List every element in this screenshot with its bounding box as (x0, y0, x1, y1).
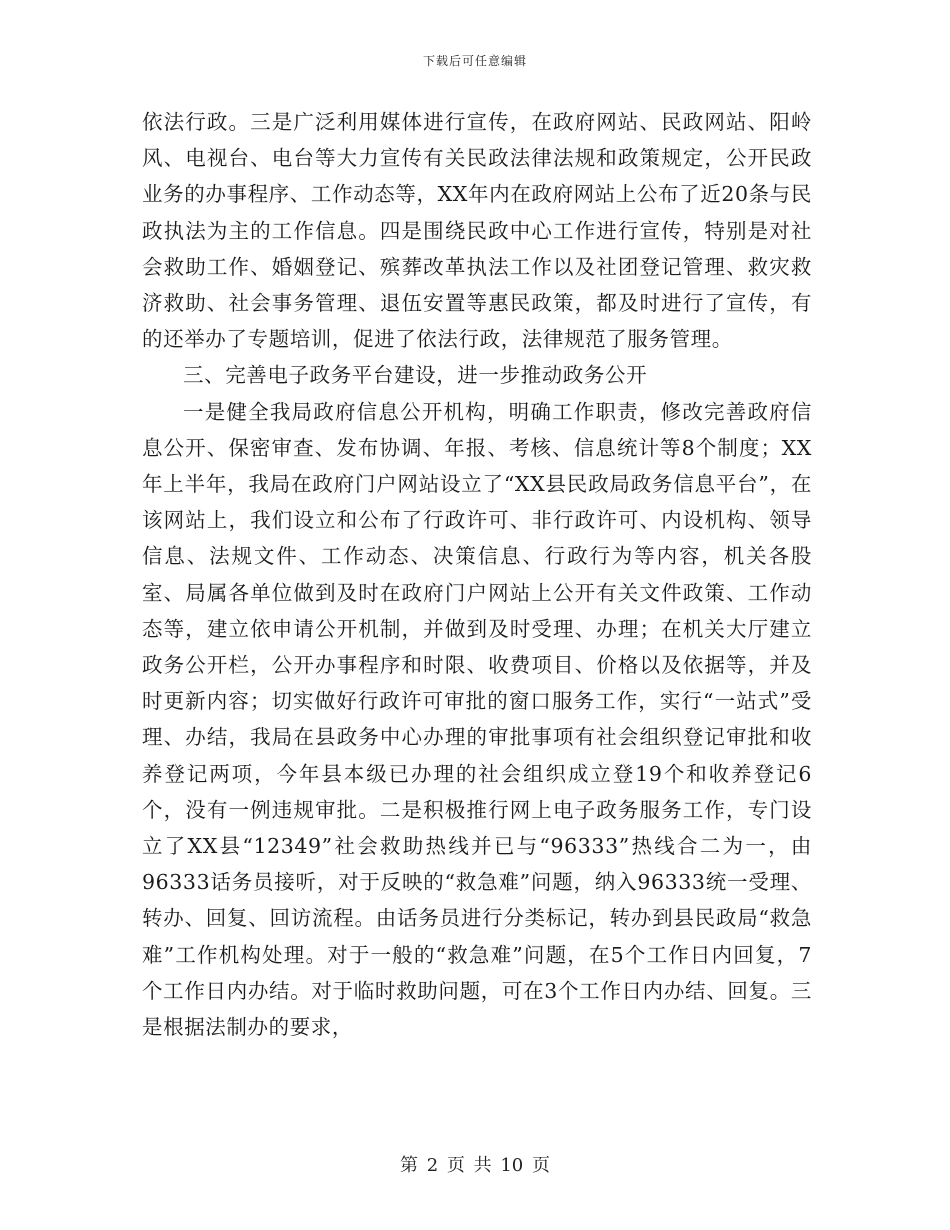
paragraph-1: 依法行政。三是广泛利用媒体进行宣传，在政府网站、民政网站、阳岭风、电视台、电台等大力宣传有关民政法律法规和政策规定，公开民政业务的办事程序、工作动态等，XX年内在政府网站上公布了近20条与民政执法为主的工作信息。四是围绕民政中心工作进行宣传，特别是对社会救助工作、婚姻登记、殡葬改革执法工作以及社团登记管理、救灾救济救助、社会事务管理、退伍安置等惠民政策，都及时进行了宣传，有的还举办了专题培训，促进了依法行政，法律规范了服务管理。 (142, 110, 812, 352)
document-body (142, 104, 812, 1045)
page-number-footer: 第 2 页 共 10 页 (400, 1155, 550, 1176)
section-heading: 三、完善电子政务平台建设，进一步推动政务公开 (183, 363, 648, 388)
paragraph-3: 一是健全我局政府信息公开机构，明确工作职责，修改完善政府信息公开、保密审查、发布协调、年报、考核、信息统计等8个制度；XX年上半年，我局在政府门户网站设立了“XX县民政局政务信息平台”，在该网站上，我们设立和公布了行政许可、非行政许可、内设机构、领导信息、法规文件、工作动态、决策信息、行政行为等内容，机关各股室、局属各单位做到及时在政府门户网站上公开有关文件政策、工作动态等，建立依申请公开机制，并做到及时受理、办理；在机关大厅建立政务公开栏，公开办事程序和时限、收费项目、价格以及依据等，并及时更新内容；切实做好行政许可审批的窗口服务工作，实行“一站式”受理、办结，我局在县政务中心办理的审批事项有社会组织登记审批和收养登记两项，今年县本级已办理的社会组织成立登19个和收养登记6个，没有一例违规审批。二是积极推行网上电子政务服务工作，专门设立了XX县“12349”社会救助热线并已与“96333”热线合二为一，由96333话务员接听，对于反映的“救急难”问题，纳入96333统一受理、转办、回复、回访流程。由话务员进行分类标记，转办到县民政局“救急难”工作机构处理。对于一般的“救急难”问题，在5个工作日内回复，7个工作日内办结。对于临时救助问题，可在3个工作日内办结、回复。三是根据法制办的要求， (142, 399, 812, 1040)
page-header: 下载后可任意编辑 (422, 54, 527, 68)
